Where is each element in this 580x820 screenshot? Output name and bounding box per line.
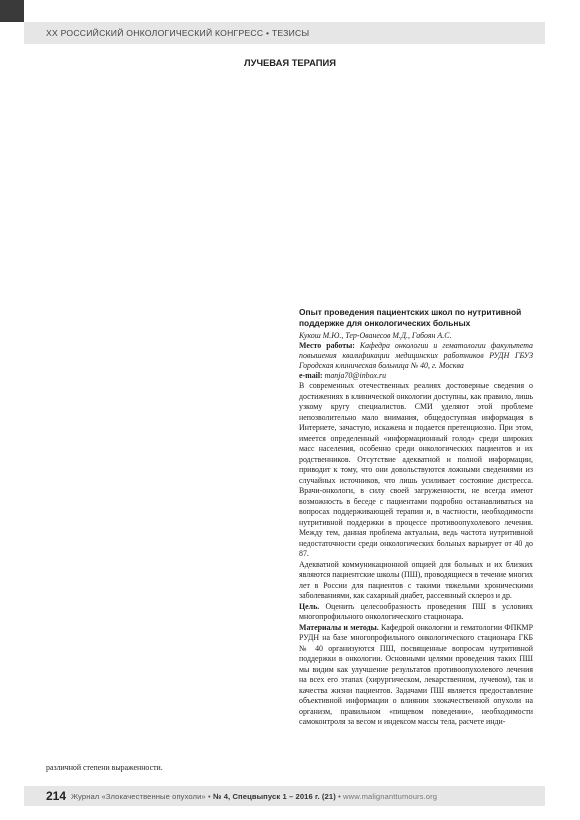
article-email bbox=[299, 371, 533, 381]
journal-url[interactable]: www.malignanttumours.org bbox=[343, 791, 438, 801]
methods-text: Кафедрой онкологии и гематологии ФПКМР РУДН на базе многопрофильного онкологического стационара ГКБ № 40 организуются ПШ, посвященные вопросам нутритивной поддержки в онкологии. Основными целями проведения таких ПШ мы видим как улучшение результатов противоопухолевого лечения на всех его этапах (хирургическом, лекарственном, лучевом), так и качества жизни пациентов. Задачами ПШ является предоставление объективной информации о влиянии злокачественной опухоли на организм, правильном «пищевом поведении», необходимости самоконтроля за весом и индексом массы тела, расчете инди- bbox=[299, 622, 533, 726]
left-column-fragment: различной степени выраженности. bbox=[46, 763, 163, 772]
paragraph-methods bbox=[299, 623, 533, 728]
paragraph-schools: Адекватной коммуникационной опцией для больных и их близких являются пациентские школы (ПШ), проводящиеся в течение многих лет в России для пациентов с такими тяжелыми хроническими заболеваниями, как сахарный диабет, рассеянный склероз и др. bbox=[299, 559, 533, 600]
footer-citation bbox=[71, 792, 437, 801]
running-header-text: XX РОССИЙСКИЙ ОНКОЛОГИЧЕСКИЙ КОНГРЕСС • ТЕЗИСЫ bbox=[46, 28, 310, 38]
workplace-text: Кафедра онкологии и гематологии факультета повышения квалификации медицинских работников РУДН ГБУЗ Городская клиническая больница № 40, г. Москва bbox=[299, 341, 533, 370]
paragraph-intro: В современных отечественных реалиях достоверные сведения о достижениях в клинической онкологии доступны, как правило, лишь узкому кругу специалистов. СМИ уделяют этой проблеме непозволительно мало внимания, общедоступная информация в Интернете, зачастую, искажена и подается претенциозно. При этом, имеется определенный «информационный голод» среди широких масс населения, особенно среди онкологических пациентов и их родственников. Отсутствие адекватной и полной информации, приводит к тому, что они довольствуются ложными сведениями из случайных источников, что лишь усиливает состояние дистресса. Врачи-онкологи, в силу своей загруженности, не всегда имеют возможность в беседе с пациентами подробно останавливаться на вопросах поддерживающей терапии и, в частности, необходимости нутритивной поддержки в процессе противоопухолевого лечения. Между тем, данная проблема актуальна, ведь частота нутритивной недостаточности среди онкологических больных варьирует от 40 до 87. bbox=[299, 381, 533, 558]
journal-name: Журнал «Злокачественные опухоли» bbox=[71, 791, 206, 801]
goal-label: Цель. bbox=[299, 601, 320, 611]
workplace-label: Место работы: bbox=[299, 341, 355, 350]
corner-block bbox=[0, 0, 24, 22]
methods-label: Материалы и методы. bbox=[299, 622, 379, 632]
footer-separator: • bbox=[207, 791, 211, 801]
running-header bbox=[24, 22, 545, 44]
email-text: manja70@inbox.ru bbox=[324, 371, 387, 380]
issue-info: № 4, Спецвыпуск 1 – 2016 г. (21) bbox=[212, 791, 336, 801]
goal-text: Оценить целесообразность проведения ПШ в условиях многопрофильного онкологического стационара. bbox=[299, 601, 533, 621]
section-title: ЛУЧЕВАЯ ТЕРАПИЯ bbox=[244, 57, 336, 68]
article bbox=[299, 307, 533, 728]
article-title: Опыт проведения пациентских школ по нутритивной поддержке для онкологических больных bbox=[299, 307, 522, 328]
paragraph-goal bbox=[299, 602, 533, 623]
footer-separator: • bbox=[338, 791, 341, 801]
article-authors: Кукош М.Ю., Тер-Ованесов М.Д., Габоян А.С. bbox=[299, 331, 452, 340]
email-label: e-mail: bbox=[299, 371, 323, 380]
page-number: 214 bbox=[46, 789, 67, 803]
article-workplace bbox=[299, 341, 533, 371]
running-footer bbox=[24, 786, 545, 806]
